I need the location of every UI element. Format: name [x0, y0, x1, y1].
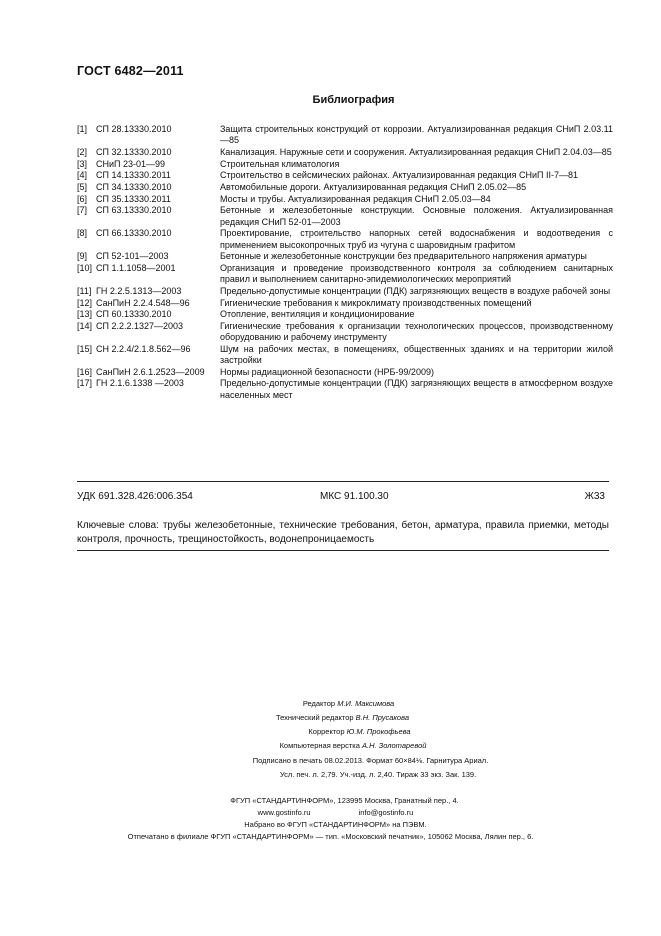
entry-code: СН 2.2.4/2.1.8.562—96 [96, 343, 191, 354]
top-divider [77, 481, 609, 482]
entry-code: СП 52-101—2003 [96, 251, 169, 262]
bibliography-entry [77, 251, 613, 262]
entry-number: [5] [77, 182, 88, 193]
bibliography-entry [77, 170, 613, 181]
keywords-text: трубы железобетонные, технические требования, бетон, арматура, правила приемки, методы контроля, прочность, трещиностойкость, водонепроницаемость [77, 520, 609, 545]
entry-code: СанПиН 2.2.4.548—96 [96, 297, 190, 308]
entry-code: ГН 2.1.6.1338 —2003 [96, 378, 184, 389]
bibliography-entry [77, 263, 613, 285]
document-header: ГОСТ 6482—2011 [77, 64, 184, 78]
bibliography-entry [77, 194, 613, 205]
entry-code: СП 2.2.2.1327—2003 [96, 320, 184, 331]
bibliography-entry [77, 321, 613, 343]
keywords-label: Ключевые слова: [77, 520, 159, 531]
entry-description: Нормы радиационной безопасности (НРБ-99/2009) [220, 366, 434, 377]
entry-code: СНиП 23-01—99 [96, 158, 166, 169]
entry-code: СП 34.13330.2010 [96, 182, 172, 193]
entry-number: [1] [77, 124, 88, 134]
credit-tech-editor: Технический редактор В.Н. Прусакова [275, 713, 410, 722]
bibliography-entry [77, 147, 613, 158]
bibliography-entry [77, 367, 613, 378]
bibliography-entry [77, 298, 613, 309]
entry-description: Строительство в сейсмических районах. Актуализированная редакция СНиП II-7—81 [220, 170, 579, 181]
entry-description: Защита строительных конструкций от коррозии. Актуализированная редакция СНиП 2.03.11—85 [220, 124, 613, 146]
bibliography-entry [77, 344, 613, 366]
bibliography-entry [77, 309, 613, 320]
publisher-website: www.gostinfo.ru [257, 808, 311, 817]
credit-layout: Компьютерная верстка А.Н. Золотаревой [279, 741, 427, 750]
entry-code: СП 32.13330.2010 [96, 146, 172, 157]
entry-description: Отопление, вентиляция и кондиционирование [220, 309, 415, 320]
bibliography-entry [77, 228, 613, 250]
entry-number: [8] [77, 228, 88, 239]
entry-code: СП 14.13330.2011 [96, 170, 171, 181]
entry-code: ГН 2.2.5.1313—2003 [96, 285, 182, 296]
publisher-email: info@gostinfo.ru [358, 808, 414, 817]
entry-number: [2] [77, 146, 88, 157]
entry-code: СП 63.13330.2010 [96, 205, 172, 216]
bibliography-list [77, 124, 613, 401]
entry-description: Организация и проведение производственного контроля за соблюдением санитарных правил и выполнением санитарно-эпидемиологических мероприятий [220, 262, 613, 285]
entry-number: [4] [77, 170, 88, 181]
entry-description: Шум на рабочих местах, в помещениях, общественных зданиях и на территории жилой застройки [220, 343, 613, 366]
bibliography-entry [77, 378, 613, 400]
credit-editor: Редактор М.И. Максимова [302, 699, 395, 708]
printing-info [0, 754, 661, 782]
entry-number: [12] [77, 297, 93, 308]
entry-code: СП 60.13330.2010 [96, 309, 172, 320]
mks-code: МКС 91.100.30 [320, 491, 389, 502]
publisher-address: ФГУП «СТАНДАРТИНФОРМ», 123995 Москва, Гранатный пер., 4. [230, 796, 459, 805]
bottom-divider [77, 550, 609, 551]
entry-number: [10] [77, 262, 93, 273]
okstu-code: Ж33 [584, 491, 605, 502]
entry-number: [7] [77, 205, 88, 216]
entry-description: Строительная климатология [220, 158, 340, 169]
entry-description: Канализация. Наружные сети и сооружения. Актуализированная редакция СНиП 2.04.03—85 [220, 146, 612, 157]
keywords [77, 519, 609, 547]
publisher-typeset: Набрано во ФГУП «СТАНДАРТИНФОРМ» на ПЭВМ. [244, 820, 427, 829]
entry-code: СП 35.13330.2011 [96, 193, 171, 204]
entry-description: Автомобильные дороги. Актуализированная редакция СНиП 2.05.02—85 [220, 182, 527, 193]
entry-number: [3] [77, 158, 88, 169]
entry-description: Предельно-допустимые концентрации (ПДК) загрязняющих веществ в атмосферном воздухе населенных мест [220, 378, 613, 400]
printing-line-2: Усл. печ. л. 2,79. Уч.-изд. л. 2,40. Тираж 33 экз. Зак. 139. [279, 770, 477, 779]
printing-line-1: Подписано в печать 08.02.2013. Формат 60×84⅛. Гарнитура Ариал. [252, 756, 489, 765]
bibliography-entry [77, 286, 613, 297]
publisher-contacts [0, 807, 661, 819]
bibliography-entry [77, 205, 613, 227]
entry-code: СанПиН 2.6.1.2523—2009 [96, 366, 205, 377]
entry-number: [14] [77, 320, 93, 331]
entry-code: СП 66.13330.2010 [96, 228, 172, 239]
bibliography-entry [77, 182, 613, 193]
entry-description: Мосты и трубы. Актуализированная редакция СНиП 2.05.03—84 [220, 193, 491, 204]
entry-description: Предельно-допустимые концентрации (ПДК) загрязняющих веществ в воздухе рабочей зоны [220, 285, 611, 296]
entry-description: Бетонные и железобетонные конструкции без предварительного напряжения арматуры [220, 251, 587, 262]
credits-block [0, 697, 661, 753]
entry-code: СП 1.1.1058—2001 [96, 262, 176, 273]
entry-number: [11] [77, 285, 92, 296]
entry-number: [16] [77, 366, 93, 377]
entry-number: [9] [77, 251, 88, 262]
entry-description: Гигиенические требования к организации технологических процессов, производственному оборудованию и рабочему инструменту [220, 320, 613, 343]
udk-code: УДК 691.328.426:006.354 [77, 491, 193, 502]
entry-description: Бетонные и железобетонные конструкции. Основные положения. Актуализированная редакция СНиП 52-01—2003 [220, 205, 613, 227]
entry-number: [13] [77, 309, 93, 320]
entry-description: Гигиенические требования к микроклимату производственных помещений [220, 297, 532, 308]
entry-number: [6] [77, 193, 88, 204]
entry-number: [15] [77, 343, 93, 354]
entry-number: [17] [77, 378, 93, 389]
bibliography-entry [77, 124, 613, 146]
bibliography-entry [77, 159, 613, 170]
bibliography-title-text: Библиография [312, 94, 395, 106]
credit-proofreader: Корректор Ю.М. Прокофьева [308, 727, 411, 736]
bibliography-title [0, 94, 661, 106]
publisher-info [0, 795, 661, 843]
entry-description: Проектирование, строительство напорных сетей водоснабжения и водоотведения с применением высокопрочных труб из чугуна с шаровидным графитом [220, 228, 613, 250]
entry-code: СП 28.13330.2010 [96, 124, 172, 134]
publisher-printed: Отпечатано в филиале ФГУП «СТАНДАРТИНФОРМ» — тип. «Московский печатник», 105062 Москва, Лялин пер., 6. [127, 832, 534, 841]
